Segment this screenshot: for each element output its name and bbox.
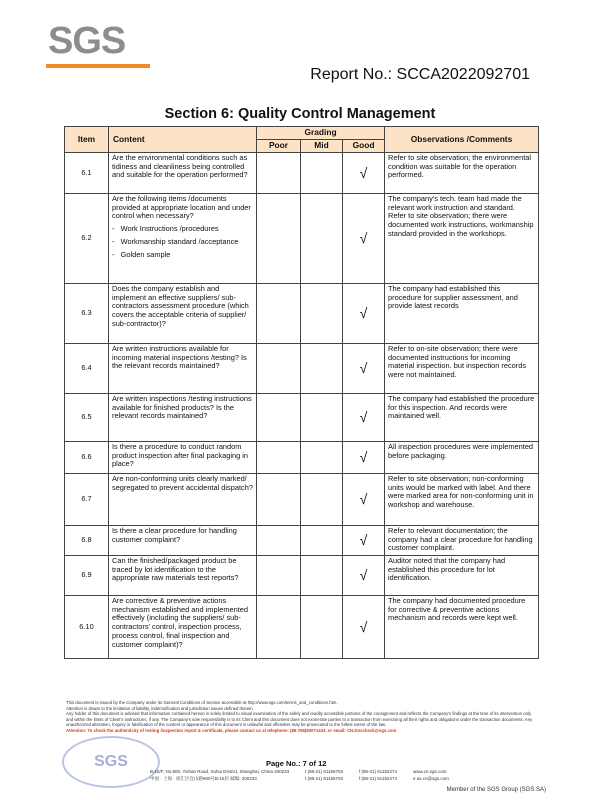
check-mark: √ xyxy=(359,618,368,635)
question-cell xyxy=(109,394,257,442)
check-mark: √ xyxy=(359,230,368,247)
grade-mid-cell xyxy=(301,284,343,344)
bullet-dash: - xyxy=(112,249,121,259)
fax-2: f (86-21) 61152274 xyxy=(359,776,397,782)
observation-text: The company's tech. team had made the relevant work instruction and standard. Refer to site observation; there were documented work instructions, workmanship standard provided in the workshops. xyxy=(385,194,539,284)
section-title: Section 6: Quality Control Management xyxy=(164,106,436,122)
footer-liability: Attention is drawn to the limitation of liability, indemnification and jurisdiction issues defined therein. xyxy=(66,705,254,711)
header-item: Item xyxy=(65,127,109,153)
table-row xyxy=(65,344,539,394)
website: www.cn.sgs.com xyxy=(413,769,447,774)
seal-text: SGS xyxy=(94,753,128,770)
address-cn: 中国 · 上海 · 徐汇区宜山路900号B-15层 邮编: 200233 xyxy=(150,776,257,782)
observation-text: Refer to on-site observation; there were documented instructions for incoming material inspection. but inspection records were not maintained. xyxy=(385,344,539,394)
grade-mid-cell xyxy=(301,394,343,442)
report-number: Report No.: SCCA2022092701 xyxy=(310,66,530,83)
footer-authenticity: Attention: To check the authenticity of testing /inspection report & certificate, please contact us at telephone: (86-755)83071443, or email: CN.Doccheck@sgs.com xyxy=(66,727,397,733)
company-seal xyxy=(62,736,160,788)
check-mark: √ xyxy=(359,164,368,181)
member-note: Member of the SGS Group (SGS SA) xyxy=(446,787,546,793)
observation-text: Refer to relevant documentation; the company had a clear procedure for handling customer complaint. xyxy=(385,526,539,556)
logo-text: SGS xyxy=(48,20,126,62)
question-text: Is there a procedure to conduct random product inspection after final packaging in place? xyxy=(112,442,248,469)
bullet-text: Workmanship standard /acceptance xyxy=(120,236,239,246)
question-text: Is there a clear procedure for handling customer complaint? xyxy=(112,526,237,544)
table-row xyxy=(65,526,539,556)
table-row xyxy=(65,194,539,284)
bullet-item xyxy=(112,238,253,247)
table-row xyxy=(65,153,539,194)
observation-text: Auditor noted that the company had established this procedure for lot identification. xyxy=(385,556,539,596)
grade-poor-cell xyxy=(257,194,301,284)
table-row xyxy=(65,596,539,659)
grade-mid-cell xyxy=(301,194,343,284)
grade-poor-cell xyxy=(257,442,301,474)
header-content: Content xyxy=(109,127,257,153)
bullet-item xyxy=(112,225,253,234)
observation-text: The company had documented procedure for corrective & preventive actions mechanism and records were kept well. xyxy=(385,596,539,659)
item-number: 6.10 xyxy=(65,596,109,659)
grade-mid-cell xyxy=(301,526,343,556)
check-mark: √ xyxy=(359,360,368,377)
check-mark: √ xyxy=(359,449,368,466)
question-text: Are written instructions available for incoming material inspections /testing? Is the relevant records maintained? xyxy=(112,344,247,371)
bullet-item xyxy=(112,251,253,260)
email: e as.cn@sgs.com xyxy=(413,776,449,782)
fax: f (86-21) 61152274 xyxy=(359,769,397,774)
observation-text: Refer to site observation; the environmental condition was suitable for the operation performed. xyxy=(385,153,539,194)
item-number: 6.7 xyxy=(65,474,109,526)
footer-terms: This document is issued by the Company under its General Conditions of Service accessible at http://www.sgs.com/terms_and_conditions.htm. xyxy=(66,700,338,705)
item-number: 6.6 xyxy=(65,442,109,474)
grade-mid-cell xyxy=(301,442,343,474)
grade-good-cell xyxy=(343,596,385,659)
question-cell xyxy=(109,474,257,526)
header-good: Good xyxy=(343,140,385,153)
page-number: Page No.: 7 of 12 xyxy=(266,759,327,768)
check-mark: √ xyxy=(359,567,368,584)
grade-poor-cell xyxy=(257,344,301,394)
item-number: 6.5 xyxy=(65,394,109,442)
question-cell xyxy=(109,596,257,659)
grade-good-cell xyxy=(343,194,385,284)
address-block xyxy=(150,768,540,782)
quality-control-table xyxy=(64,126,539,659)
grade-good-cell xyxy=(343,526,385,556)
question-text: Are the following items /documents provided at appropriate location and under control when necessary? xyxy=(112,194,251,221)
question-cell xyxy=(109,556,257,596)
grade-mid-cell xyxy=(301,556,343,596)
observation-text: The company had established the procedure for this inspection. And records were maintained well. xyxy=(385,394,539,442)
question-cell xyxy=(109,284,257,344)
question-text: Are the environmental conditions such as tidiness and cleanliness being controlled and suitable for the operation performed? xyxy=(112,153,248,180)
header-grading: Grading xyxy=(257,127,385,140)
grade-mid-cell xyxy=(301,153,343,194)
telephone: t (86-21) 61156703 xyxy=(305,769,344,774)
grade-poor-cell xyxy=(257,596,301,659)
item-number: 6.3 xyxy=(65,284,109,344)
question-cell xyxy=(109,194,257,284)
bullet-text: Golden sample xyxy=(120,249,171,259)
question-text: Are non-conforming units clearly marked/ segregated to prevent accidental dispatch? xyxy=(112,474,253,492)
grade-good-cell xyxy=(343,344,385,394)
logo-underline xyxy=(46,64,150,68)
check-mark: √ xyxy=(359,491,368,508)
grade-poor-cell xyxy=(257,474,301,526)
address-en: B-15/F, No.900, Yishan Road, Xuhui District, Shanghai, China 200233 xyxy=(150,769,290,774)
grade-good-cell xyxy=(343,284,385,344)
item-number: 6.1 xyxy=(65,153,109,194)
table-row xyxy=(65,284,539,344)
check-mark: √ xyxy=(359,532,368,549)
grade-good-cell xyxy=(343,442,385,474)
bullet-dash: - xyxy=(112,224,121,234)
grade-poor-cell xyxy=(257,284,301,344)
grade-good-cell xyxy=(343,474,385,526)
question-text: Are corrective & preventive actions mechanism established and implemented effectively (including the suppliers/ sub-contractors' control, inspection process, process control, final inspection and customer complaint)? xyxy=(112,596,248,649)
bullet-list xyxy=(112,225,253,259)
legal-footer xyxy=(66,700,536,733)
question-text: Can the finished/packaged product be traced by lot identification to the appropriate raw materials test reports? xyxy=(112,556,239,583)
sgs-logo xyxy=(46,18,128,68)
header-poor: Poor xyxy=(257,140,301,153)
grade-good-cell xyxy=(343,556,385,596)
header-observations: Observations /Comments xyxy=(385,127,539,153)
check-mark: √ xyxy=(359,409,368,426)
observation-text: All inspection procedures were implemented before packaging. xyxy=(385,442,539,474)
table-row xyxy=(65,474,539,526)
table-row xyxy=(65,556,539,596)
observation-text: The company had established this procedure for supplier assessment, and provide latest records xyxy=(385,284,539,344)
question-cell xyxy=(109,344,257,394)
grade-poor-cell xyxy=(257,394,301,442)
item-number: 6.8 xyxy=(65,526,109,556)
grade-poor-cell xyxy=(257,526,301,556)
grade-mid-cell xyxy=(301,474,343,526)
item-number: 6.2 xyxy=(65,194,109,284)
grade-good-cell xyxy=(343,153,385,194)
grade-poor-cell xyxy=(257,153,301,194)
check-mark: √ xyxy=(359,305,368,322)
item-number: 6.9 xyxy=(65,556,109,596)
item-number: 6.4 xyxy=(65,344,109,394)
grade-mid-cell xyxy=(301,596,343,659)
bullet-dash: - xyxy=(112,236,121,246)
grade-poor-cell xyxy=(257,556,301,596)
observation-text: Refer to site observation; non-conforming units would be marked with label. And there were marked area for non-conforming unit in workshop and warehouse. xyxy=(385,474,539,526)
table-row xyxy=(65,442,539,474)
footer-disclaimer: Any holder of this document is advised that information contained hereon is solely limited to visual examination of the safely and readily accessible portions of the consignment and reflects the Company's findings at the time of its intervention only and within the limits of Client's instructions, if any. The Company's sole responsibility is to its Client and this document does not exonerate parties to a transaction from exercising all their rights and obligations under the transaction documents. Any unauthorized alteration, forgery or falsification of the content or appearance of this document is unlawful and offenders may be prosecuted to the fullest extent of the law. xyxy=(66,711,533,727)
question-text: Are written inspections /testing instructions available for finished products? Is the relevant records maintained? xyxy=(112,394,252,421)
table-row xyxy=(65,394,539,442)
bullet-text: Work Instructions /procedures xyxy=(120,224,219,234)
grade-mid-cell xyxy=(301,344,343,394)
header-mid: Mid xyxy=(301,140,343,153)
question-cell xyxy=(109,153,257,194)
question-cell xyxy=(109,442,257,474)
question-text: Does the company establish and implement an effective suppliers/ sub-contractors assessment procedure (which covers the acceptable criteria of supplier/ sub-contractor)? xyxy=(112,284,249,328)
telephone-2: t (86-21) 61156703 xyxy=(305,776,344,782)
question-cell xyxy=(109,526,257,556)
grade-good-cell xyxy=(343,394,385,442)
